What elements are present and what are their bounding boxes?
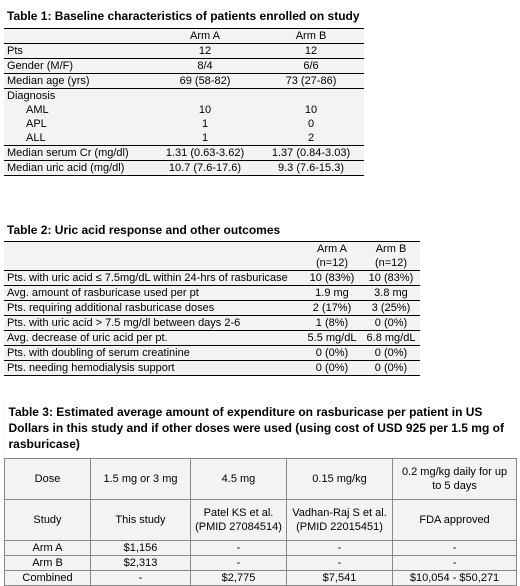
table-2-row-label: Avg. amount of rasburicase used per pt — [7, 286, 199, 299]
table-3-cell: - — [393, 541, 517, 556]
table-2-grid — [4, 219, 420, 376]
table-1-row-a: 1 — [201, 117, 209, 130]
table-3-dose-cell: 4.5 mg — [191, 459, 287, 500]
table-2-row-b: 10 (83%) — [368, 271, 414, 284]
table-2-title: Table 2: Uric acid response and other outcomes — [4, 219, 420, 242]
table-2-row-a: 2 (17%) — [312, 301, 352, 314]
table-1-row-b: 2 — [307, 131, 315, 144]
table-2-header-arm-b: Arm B — [375, 242, 407, 255]
table-2-row-label: Pts. with uric acid > 7.5 mg/dl between days 2-6 — [7, 316, 241, 329]
table-1-row-b: 0 — [307, 117, 315, 130]
table-1-row-label: Diagnosis — [7, 89, 56, 102]
table-3-dose-label: Dose — [5, 459, 91, 500]
table-3-cell: - — [393, 556, 517, 571]
table-3-cell: $2,775 — [191, 571, 287, 586]
table-3-cell: - — [191, 541, 287, 556]
table-1-row-b: 12 — [304, 44, 318, 57]
table-2 — [4, 219, 420, 376]
table-2-header-empty — [4, 242, 302, 257]
table-2-row-b: 3.8 mg — [374, 286, 408, 299]
table-3-cell: $10,054 - $50,271 — [393, 571, 517, 586]
table-3-cell: $7,541 — [287, 571, 393, 586]
table-2-row-a: 1.9 mg — [315, 286, 349, 299]
table-3-grid — [4, 400, 517, 586]
table-1-row-a — [152, 89, 258, 104]
table-2-row-label: Pts. with uric acid ≤ 7.5mg/dL within 24-hrs of rasburicase — [7, 271, 288, 284]
table-1-row-b: 9.3 (7.6-15.3) — [277, 161, 345, 174]
table-3-row-label: Arm A — [5, 541, 91, 556]
table-3-title: Table 3: Estimated average amount of expenditure on rasburicase per patient in US Dollars in this study and if other doses were used (using cost of USD 925 per 1.5 mg of rasburicase) — [5, 400, 517, 459]
table-1-row-b: 73 (27-86) — [285, 74, 337, 87]
table-3-study-cell: Vadhan-Raj S et al. (PMID 22015451) — [287, 500, 393, 541]
table-1-row-label: Pts — [7, 44, 23, 57]
table-3-cell: - — [287, 541, 393, 556]
table-1-title: Table 1: Baseline characteristics of patients enrolled on study — [4, 4, 364, 29]
table-2-row-a: 0 (0%) — [315, 346, 349, 359]
table-1-row-label: APL — [26, 117, 47, 130]
table-1-row-a: 8/4 — [197, 59, 213, 72]
table-3-cell: - — [91, 571, 191, 586]
table-3-row-label: Arm B — [5, 556, 91, 571]
table-2-row-label: Pts. requiring additional rasburicase doses — [7, 301, 215, 314]
table-3-row-label: Combined — [5, 571, 91, 586]
table-2-header-empty — [4, 256, 302, 271]
table-1-row-a: 1 — [201, 131, 209, 144]
table-3-cell: $1,156 — [91, 541, 191, 556]
table-3-cell: - — [287, 556, 393, 571]
table-2-row-b: 0 (0%) — [374, 346, 408, 359]
table-1-row-label: Median age (yrs) — [7, 74, 90, 87]
table-1-row-label: ALL — [26, 131, 46, 144]
table-3-study-cell: FDA approved — [393, 500, 517, 541]
table-1-grid — [4, 4, 364, 176]
table-1 — [4, 4, 364, 176]
table-2-row-b: 0 (0%) — [374, 361, 408, 374]
table-1-row-a: 1.31 (0.63-3.62) — [165, 146, 245, 159]
table-1-row-a: 12 — [198, 44, 212, 57]
table-1-row-b: 6/6 — [303, 59, 319, 72]
table-3-cell: - — [191, 556, 287, 571]
table-2-header-arm-a: Arm A — [317, 242, 347, 255]
table-3 — [4, 400, 516, 586]
table-1-row-b — [258, 89, 364, 104]
table-3-study-cell: This study — [91, 500, 191, 541]
table-2-row-b: 6.8 mg/dL — [366, 331, 416, 344]
table-2-row-a: 1 (8%) — [315, 316, 349, 329]
table-1-row-label: Median serum Cr (mg/dl) — [7, 146, 129, 159]
table-3-dose-cell: 0.2 mg/kg daily for up to 5 days — [393, 459, 517, 500]
table-2-header-arm-a-n: (n=12) — [315, 256, 349, 269]
table-2-row-b: 0 (0%) — [374, 316, 408, 329]
table-1-header-arm-a: Arm A — [190, 29, 220, 42]
table-1-row-a: 69 (58-82) — [179, 74, 231, 87]
table-1-row-b: 1.37 (0.84-3.03) — [271, 146, 351, 159]
table-1-row-b: 10 — [304, 103, 318, 116]
table-3-study-cell: Patel KS et al. (PMID 27084514) — [191, 500, 287, 541]
table-2-row-a: 0 (0%) — [315, 361, 349, 374]
table-1-row-a: 10 — [198, 103, 212, 116]
table-2-row-label: Avg. decrease of uric acid per pt. — [7, 331, 168, 344]
table-1-row-a: 10.7 (7.6-17.6) — [168, 161, 242, 174]
table-3-dose-cell: 1.5 mg or 3 mg — [91, 459, 191, 500]
table-1-header-empty — [4, 29, 152, 44]
table-2-row-label: Pts. needing hemodialysis support — [7, 361, 175, 374]
table-3-cell: $2,313 — [91, 556, 191, 571]
table-1-row-label: AML — [26, 103, 49, 116]
table-1-row-label: Gender (M/F) — [7, 59, 74, 72]
table-1-header-arm-b: Arm B — [295, 29, 327, 42]
table-2-row-a: 5.5 mg/dL — [307, 331, 357, 344]
table-3-study-label: Study — [5, 500, 91, 541]
table-2-row-label: Pts. with doubling of serum creatinine — [7, 346, 190, 359]
table-2-row-a: 10 (83%) — [309, 271, 355, 284]
table-1-row-label: Median uric acid (mg/dl) — [7, 161, 125, 174]
table-2-header-arm-b-n: (n=12) — [374, 256, 408, 269]
table-2-row-b: 3 (25%) — [371, 301, 411, 314]
table-3-dose-cell: 0.15 mg/kg — [287, 459, 393, 500]
